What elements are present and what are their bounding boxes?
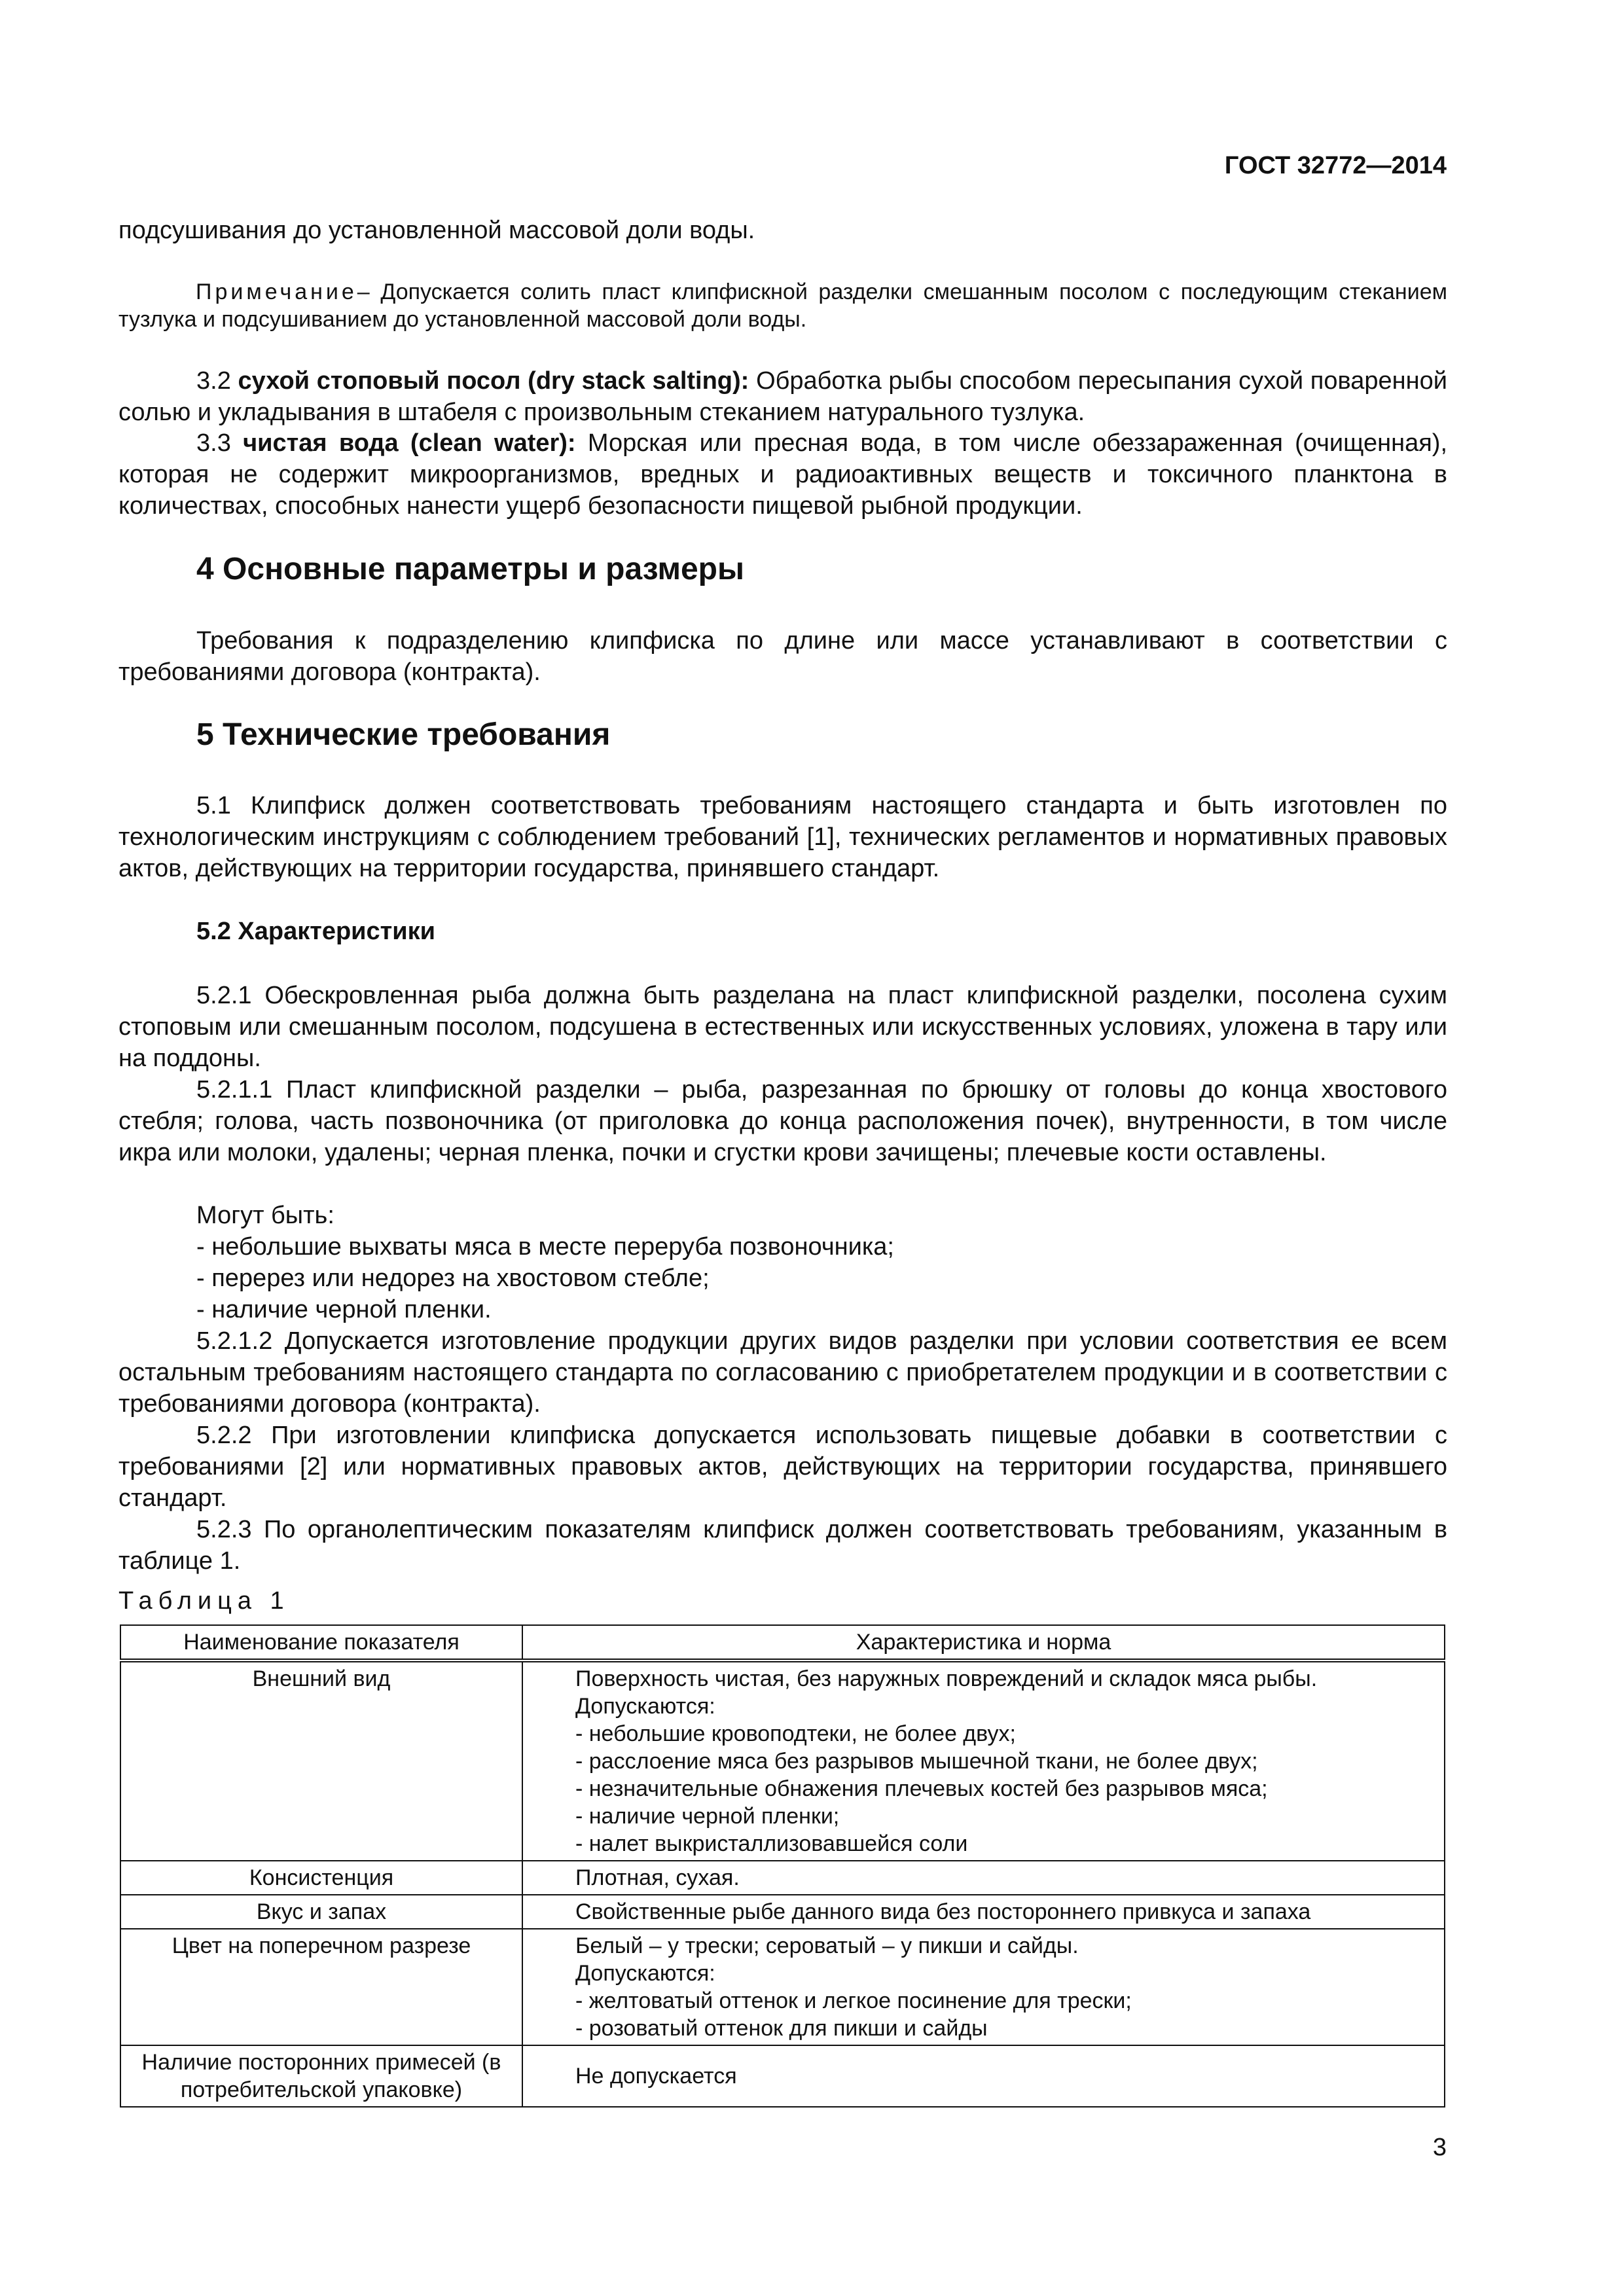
indicator-name: Консистенция xyxy=(120,1861,522,1895)
indicator-name: Цвет на поперечном разрезе xyxy=(120,1929,522,2045)
organoleptic-table xyxy=(120,1624,1445,2108)
definition-3-2 xyxy=(118,365,1447,428)
subsection-5-2-title: 5.2 Характеристики xyxy=(196,918,436,945)
list-item: - перерез или недорез на хвостовом стебле; xyxy=(196,1265,710,1292)
note-label: Примечание xyxy=(196,279,357,304)
para-5-1: 5.1 Клипфиск должен соответствовать требованиям настоящего стандарта и быть изготовлен по технологическим инструкциям с соблюдением требований [1], технических регламентов и нормативных правовых актов, действующих на территории государства, принявшего стандарт. xyxy=(118,792,1447,882)
table-row xyxy=(120,1929,1445,2045)
norm-line: - наличие черной пленки; xyxy=(575,1804,840,1829)
def-text: Морская или пресная вода, в том числе обеззараженная (очищенная), которая не содержит микроорганизмов, вредных и радиоактивных веществ и токсичного планктона в количествах, способных нанести ущерб безопасности пищевой рыбной продукции. xyxy=(118,429,1447,520)
norm-line: - желтоватый оттенок и легкое посинение для трески; xyxy=(575,1988,1132,2013)
norm-line: - незначительные обнажения плечевых костей без разрывов мяса; xyxy=(575,1776,1268,1801)
list-item: - наличие черной пленки. xyxy=(196,1296,492,1323)
indicator-name: Внешний вид xyxy=(120,1660,522,1861)
continued-line: подсушивания до установленной массовой доли воды. xyxy=(118,217,755,244)
list-item: - небольшие выхваты мяса в месте переруба позвоночника; xyxy=(196,1233,894,1261)
table-header-cell: Наименование показателя xyxy=(120,1625,522,1660)
def-number: 3.2 xyxy=(196,367,231,395)
norm-line: Поверхность чистая, без наружных повреждений и складок мяса рыбы. xyxy=(575,1666,1318,1691)
indicator-norm xyxy=(522,2045,1445,2107)
section-4-title: 4 Основные параметры и размеры xyxy=(196,552,744,586)
indicator-name: Наличие посторонних примесей (в потребительской упаковке) xyxy=(120,2045,522,2107)
definition-3-3 xyxy=(118,427,1447,522)
indicator-norm xyxy=(522,1660,1445,1861)
indicator-norm xyxy=(522,1861,1445,1895)
table-row xyxy=(120,2045,1445,2107)
table-row xyxy=(120,1895,1445,1929)
standard-header: ГОСТ 32772—2014 xyxy=(1224,152,1447,179)
para-5-2-1-1: 5.2.1.1 Пласт клипфискной разделки – рыба, разрезанная по брюшку от головы до конца хвостового стебля; голова, часть позвоночника (от приголовка до конца расположения почек), внутренности, в том числе икра или молоки, удалены; черная пленка, почки и сгустки крови зачищены; плечевые кости оставлены. xyxy=(118,1076,1447,1166)
norm-line: - розоватый оттенок для пикши и сайды xyxy=(575,2016,988,2041)
def-term: сухой стоповый посол (dry stack salting): xyxy=(238,367,749,395)
page-number: 3 xyxy=(1432,2134,1447,2161)
note xyxy=(118,278,1447,333)
table-header-cell: Характеристика и норма xyxy=(522,1625,1445,1660)
table-caption: Таблица 1 xyxy=(118,1587,290,1615)
table-header-row xyxy=(120,1625,1445,1660)
para-5-2-1: 5.2.1 Обескровленная рыба должна быть разделана на пласт клипфискной разделки, посолена сухим стоповым или смешанным посолом, подсушена в естественных или искусственных условиях, уложена в тару или на поддоны. xyxy=(118,982,1447,1072)
norm-line: Плотная, сухая. xyxy=(575,1865,740,1890)
def-term: чистая вода (clean water): xyxy=(243,429,576,457)
para-5-2-3: 5.2.3 По органолептическим показателям клипфиск должен соответствовать требованиям, указанным в таблице 1. xyxy=(118,1516,1447,1575)
def-text: Обработка рыбы способом пересыпания сухой поваренной солью и укладывания в штабеля с произвольным стеканием натурального тузлука. xyxy=(118,367,1448,426)
indicator-name: Вкус и запах xyxy=(120,1895,522,1929)
norm-line: - налет выкристаллизовавшейся соли xyxy=(575,1831,968,1856)
section-4-text: Требования к подразделению клипфиска по длине или массе устанавливают в соответствии с требованиями договора (контракта). xyxy=(118,627,1447,686)
norm-line: Свойственные рыбе данного вида без постороннего привкуса и запаха xyxy=(575,1899,1311,1924)
para-5-2-2: 5.2.2 При изготовлении клипфиска допускается использовать пищевые добавки в соответствии с требованиями [2] или нормативных правовых актов, действующих на территории государства, принявшего стандарт. xyxy=(118,1422,1447,1512)
def-number: 3.3 xyxy=(196,429,231,457)
norm-line: Допускаются: xyxy=(575,1961,715,1986)
para-5-2-1-2: 5.2.1.2 Допускается изготовление продукции других видов разделки при условии соответствия ее всем остальным требованиям настоящего стандарта по согласованию с приобретателем продукции и в соответствии с требованиями договора (контракта). xyxy=(118,1327,1447,1418)
note-text: – Допускается солить пласт клипфискной разделки смешанным посолом с последующим стеканием тузлука и подсушиванием до установленной массовой доли воды. xyxy=(118,279,1447,332)
norm-line: - небольшие кровоподтеки, не более двух; xyxy=(575,1721,1016,1746)
indicator-norm xyxy=(522,1929,1445,2045)
norm-line: - расслоение мяса без разрывов мышечной ткани, не более двух; xyxy=(575,1749,1258,1774)
norm-line: Белый – у трески; сероватый – у пикши и сайды. xyxy=(575,1933,1079,1958)
indicator-norm xyxy=(522,1895,1445,1929)
table-row xyxy=(120,1660,1445,1861)
table-row xyxy=(120,1861,1445,1895)
norm-line: Допускаются: xyxy=(575,1694,715,1719)
section-5-title: 5 Технические требования xyxy=(196,717,611,752)
may-be-label: Могут быть: xyxy=(196,1202,334,1229)
norm-line: Не допускается xyxy=(575,2064,737,2089)
